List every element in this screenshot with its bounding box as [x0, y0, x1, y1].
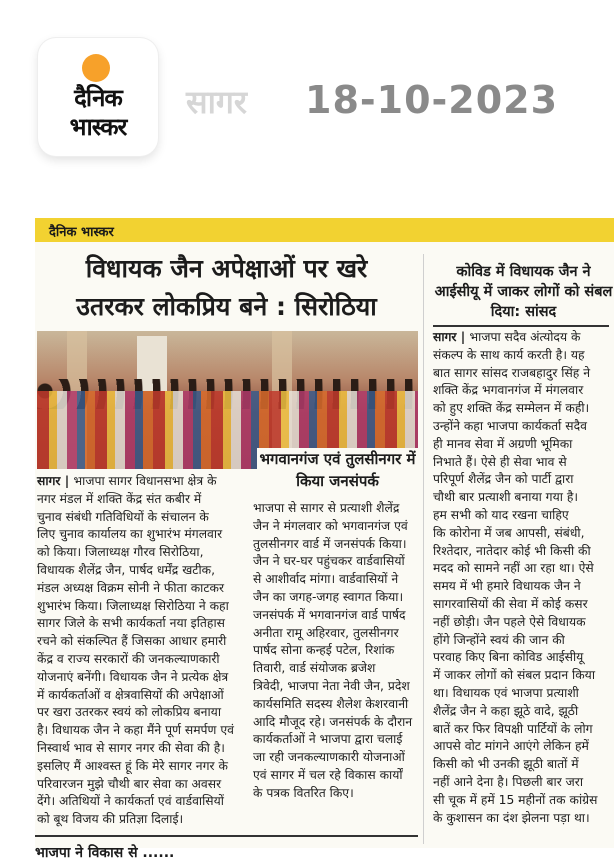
article-column-2	[253, 500, 419, 803]
dainik-bhaskar-logo	[38, 38, 158, 156]
article-line: रिश्तेदार, नातेदार कोई भी किसी की	[433, 543, 591, 558]
article-line: समय में भी हमारे विधायक जैन ने	[433, 579, 581, 594]
article-line: मंडल अध्यक्ष विक्रम सोनी ने फीता काटकर	[37, 580, 225, 595]
article-line: हम सभी को याद रखना चाहिए	[433, 507, 569, 522]
article-line: अनीता रामू अहिरवार, तुलसीनगर	[253, 625, 399, 640]
article-line: जैन का जगह-जगह स्वागत किया।	[253, 589, 404, 604]
article-line: जैन ने घर-घर पहुंचकर वार्डवासियों	[253, 554, 405, 569]
logo-text-line1: दैनिक	[74, 84, 122, 112]
edition-date: 18-10-2023	[305, 78, 559, 122]
article-line: जैन ने मंगलवार को भगवानगंज एवं	[253, 518, 408, 533]
article-line: है। विधायक जैन ने कहा मैंने पूर्ण समर्पण एवं	[37, 723, 234, 738]
article-line: के कुशासन का दंश झेलना पड़ा था।	[433, 810, 590, 825]
article-line: सागर | भाजपा सागर विधानसभा क्षेत्र के	[37, 474, 217, 488]
article-line: कि कोरोना में जब आपसी, संबंधी,	[433, 525, 585, 540]
article-line: परिपूर्ण शैलेंद्र जैन को पार्टी द्वारा	[433, 472, 574, 487]
article-line: तिवारी, वार्ड संयोजक ब्रजेश	[253, 661, 376, 676]
edition-city: सागर	[186, 83, 248, 121]
article-line: परवाह किए बिना कोविड आईसीयू	[433, 650, 584, 665]
logo-text-line2: भास्कर	[69, 113, 127, 141]
article-line: से आशीर्वाद मांगा। वार्डवासियों ने	[253, 572, 399, 587]
article-line: में जाकर लोगों को संबल प्रदान किया	[433, 668, 596, 683]
article-line: बात सागर सांसद राजबहादुर सिंह ने	[433, 365, 591, 380]
article-line: आपसे वोट मांगने आएंगे लेकिन हमें	[433, 739, 589, 754]
article-line: में कार्यकर्ताओं व क्षेत्रवासियों की अपेक्षाओं	[37, 687, 224, 702]
article-line: को किया। जिलाध्यक्ष गौरव सिरोठिया,	[37, 545, 204, 560]
article-line: सागरवासियों की सेवा में कोई कसर	[433, 596, 588, 611]
dateline: सागर |	[433, 330, 470, 344]
article-line: निभाते हैं। ऐसे ही सेवा भाव से	[433, 454, 567, 469]
article-line: उन्होंने कहा भाजपा कार्यकर्ता सदैव	[433, 418, 587, 433]
article-line: कार्यकर्ताओं ने भाजपा द्वारा चलाई	[253, 732, 403, 747]
article-line: नगर मंडल में शक्ति केंद्र संत कबीर में	[37, 491, 202, 506]
article-line: बातें कर फिर विपक्षी पार्टियों के लोग	[433, 721, 593, 736]
article-line: निस्वार्थ भाव से सागर नगर की सेवा की है।	[37, 740, 225, 755]
news-clipping	[35, 218, 614, 861]
article-line: जा रही जनकल्याणकारी योजनाओं	[253, 750, 405, 765]
article-line: नहीं आने देना है। पिछली बार जरा	[433, 774, 584, 789]
main-headline	[35, 250, 418, 326]
article-line: पार्षद सोना कन्हई पटेल, रिशांक	[253, 643, 395, 658]
article-line: संकल्प के साथ कार्य करती है। यह	[433, 347, 585, 362]
main-headline-line1: विधायक जैन अपेक्षाओं पर खरे	[85, 254, 368, 283]
article-line: शक्ति केंद्र भगवानगंज में मंगलवार	[433, 383, 584, 398]
bottom-rule	[35, 835, 418, 837]
article-line: शुभारंभ किया। जिलाध्यक्ष सिरोठिया ने कहा	[37, 598, 229, 613]
dateline: सागर |	[37, 474, 74, 488]
article-line: सागर | भाजपा सदैव अंत्योदय के	[433, 330, 581, 344]
article-column-3	[433, 329, 613, 827]
article-line: शैलेंद्र जैन ने कहा झूठे वादे, झूठी	[433, 703, 579, 718]
masthead-band	[35, 218, 614, 242]
article-line: एवं सागर में चल रहे विकास कार्यों	[253, 767, 403, 782]
article-line: चौथी बार प्रत्याशी बनाया गया है।	[433, 490, 579, 505]
article-line: रचने को संकल्पित हैं जिसका आधार हमारी	[37, 634, 227, 649]
article-line: चुनाव संबंधी गतिविधियों के संचालन के	[37, 509, 209, 524]
main-headline-line2: उतरकर लोकप्रिय बने : सिरोठिया	[76, 292, 377, 321]
next-headline-cut: भाजपा ने विकास से ......	[35, 845, 175, 861]
article-line: जनसंपर्क में भगवानगंज वार्ड पार्षद	[253, 607, 406, 622]
article-line: मदद को सामने नहीं आ रहा था। ऐसे	[433, 561, 594, 576]
article-line: आदि मौजूद रहे। जनसंपर्क के दौरान	[253, 714, 413, 729]
article-line: नहीं छोड़ी। जैन पहले ऐसे विधायक	[433, 614, 586, 629]
article-line: किसी को भी उनकी झूठी बातों में	[433, 757, 579, 772]
side-headline-rule	[433, 325, 609, 327]
article-line: केंद्र व राज्य सरकारों की जनकल्याणकारी	[37, 651, 220, 666]
sub-headline: भगवानगंज एवं तुलसीनगर में किया जनसंपर्क	[257, 448, 418, 492]
article-line: देंगे। अतिथियों ने कार्यकर्ता एवं वार्डवासियों	[37, 794, 224, 809]
article-line: के पत्रक वितरित किए।	[253, 785, 354, 800]
article-line: त्रिवेदी, भाजपा नेता नेवी जैन, प्रदेश	[253, 678, 410, 693]
article-line: होंगे जिन्होंने स्वयं की जान की	[433, 632, 565, 647]
article-line: विधायक शैलेंद्र जैन, पार्षद धर्मेंद्र खटीक,	[37, 562, 216, 577]
article-line: सागर जिले के सभी कार्यकर्ता नया इतिहास	[37, 616, 225, 631]
article-line: को हुए शक्ति केंद्र सम्मेलन में कही।	[433, 401, 590, 416]
band-label: दैनिक भास्कर	[49, 225, 114, 240]
article-line: सी चूक में हमें 15 महीनों तक कांग्रेस	[433, 792, 598, 807]
article-line: इसलिए मैं आश्वस्त हूं कि मेरे सागर नगर के	[37, 758, 228, 773]
article-line: था। विधायक एवं भाजपा प्रत्याशी	[433, 685, 579, 700]
logo-sun-icon	[82, 54, 110, 82]
article-line: भाजपा से सागर से प्रत्याशी शैलेंद्र	[253, 501, 400, 515]
article-line: कार्यसमिति सदस्य शैलेश केशरवानी	[253, 696, 409, 711]
article-line: परिवारजन मुझे चौथी बार सेवा का अवसर	[37, 776, 222, 791]
article-line: को बूथ विजय की प्रतिज्ञा दिलाई।	[37, 812, 184, 827]
article-line: तुलसीनगर वार्ड में जनसंपर्क किया।	[253, 536, 407, 551]
side-headline: कोविड में विधायक जैन ने आईसीयू में जाकर लोगों को संबल दिया: सांसद	[434, 264, 613, 320]
article-line: लिए चुनाव कार्यालय का शुभारंभ मंगलवार	[37, 527, 223, 542]
column-divider	[423, 254, 424, 844]
article-column-1	[37, 473, 243, 829]
article-line: ही मानव सेवा में अग्रणी भूमिका	[433, 436, 573, 451]
article-line: योजनाएं बनेंगी। विधायक जैन ने प्रत्येक क्षेत्र	[37, 669, 229, 684]
article-line: पर खरा उतरकर स्वयं को लोकप्रिय बनाया	[37, 705, 222, 720]
